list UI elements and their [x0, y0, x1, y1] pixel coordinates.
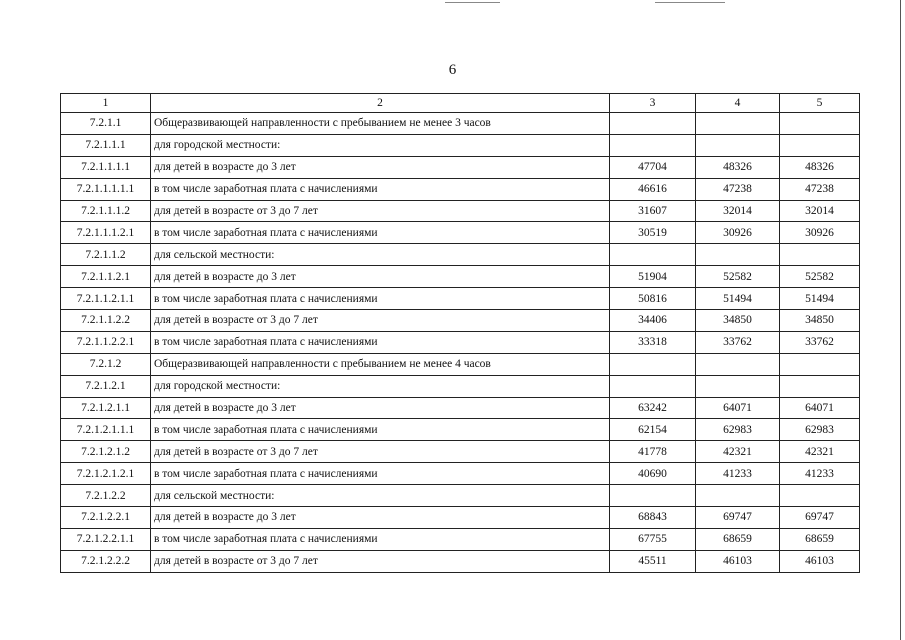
row-value-col3: 40690: [610, 463, 696, 485]
table-row: [61, 134, 860, 156]
row-name-cell: в том числе заработная плата с начислениями: [151, 178, 610, 200]
row-code-cell: 7.2.1.2.1.1: [61, 397, 151, 419]
row-value-col3: [610, 134, 696, 156]
row-value-col5: 32014: [780, 200, 860, 222]
row-value-col4: 42321: [696, 441, 780, 463]
row-value-col3: 34406: [610, 310, 696, 332]
row-name-cell: для городской местности:: [151, 134, 610, 156]
row-value-col4: 47238: [696, 178, 780, 200]
table-row: [61, 419, 860, 441]
row-name-cell: для детей в возрасте до 3 лет: [151, 266, 610, 288]
table-row: [61, 528, 860, 550]
row-name-cell: для детей в возрасте до 3 лет: [151, 507, 610, 529]
row-code-cell: 7.2.1.1.2: [61, 244, 151, 266]
header-cell: 2: [151, 94, 610, 113]
row-name-cell: для сельской местности:: [151, 244, 610, 266]
row-value-col3: [610, 353, 696, 375]
row-code-cell: 7.2.1.1.1.2: [61, 200, 151, 222]
row-value-col4: 68659: [696, 528, 780, 550]
row-value-col5: 69747: [780, 507, 860, 529]
header-cell: 5: [780, 94, 860, 113]
row-value-col3: 67755: [610, 528, 696, 550]
header-cell: 3: [610, 94, 696, 113]
row-code-cell: 7.2.1.1.1: [61, 134, 151, 156]
table-row: [61, 441, 860, 463]
table-row: [61, 485, 860, 507]
row-code-cell: 7.2.1.2.2.1.1: [61, 528, 151, 550]
row-value-col3: 45511: [610, 550, 696, 572]
row-code-cell: 7.2.1.1.2.1: [61, 266, 151, 288]
row-code-cell: 7.2.1.2.1.1.1: [61, 419, 151, 441]
row-value-col4: 33762: [696, 331, 780, 353]
table-row: [61, 507, 860, 529]
row-value-col5: 30926: [780, 222, 860, 244]
table-row: [61, 310, 860, 332]
row-value-col3: 33318: [610, 331, 696, 353]
row-value-col4: 64071: [696, 397, 780, 419]
row-code-cell: 7.2.1.1.2.1.1: [61, 288, 151, 310]
row-name-cell: для сельской местности:: [151, 485, 610, 507]
row-value-col5: 48326: [780, 156, 860, 178]
row-value-col5: 34850: [780, 310, 860, 332]
row-value-col5: 62983: [780, 419, 860, 441]
row-value-col5: [780, 353, 860, 375]
row-name-cell: для детей в возрасте до 3 лет: [151, 397, 610, 419]
row-name-cell: в том числе заработная плата с начислениями: [151, 288, 610, 310]
row-value-col4: 41233: [696, 463, 780, 485]
row-value-col4: 52582: [696, 266, 780, 288]
table-row: [61, 156, 860, 178]
table-row: [61, 397, 860, 419]
table-row: [61, 178, 860, 200]
table-row: [61, 266, 860, 288]
row-value-col4: [696, 353, 780, 375]
scan-artifact: [445, 2, 500, 3]
row-value-col5: [780, 244, 860, 266]
row-value-col4: 69747: [696, 507, 780, 529]
table-row: [61, 550, 860, 572]
table-row: [61, 288, 860, 310]
row-name-cell: для детей в возрасте до 3 лет: [151, 156, 610, 178]
row-value-col5: 41233: [780, 463, 860, 485]
table-row: [61, 375, 860, 397]
row-name-cell: для городской местности:: [151, 375, 610, 397]
row-value-col4: 48326: [696, 156, 780, 178]
table-row: [61, 353, 860, 375]
row-code-cell: 7.2.1.1.1.1: [61, 156, 151, 178]
row-value-col4: [696, 244, 780, 266]
row-name-cell: для детей в возрасте от 3 до 7 лет: [151, 441, 610, 463]
row-value-col5: 68659: [780, 528, 860, 550]
row-code-cell: 7.2.1.1.1.1.1: [61, 178, 151, 200]
row-name-cell: для детей в возрасте от 3 до 7 лет: [151, 310, 610, 332]
row-name-cell: в том числе заработная плата с начислениями: [151, 419, 610, 441]
row-value-col5: 42321: [780, 441, 860, 463]
row-value-col5: [780, 113, 860, 135]
page-edge-line: [900, 0, 901, 640]
row-value-col4: 32014: [696, 200, 780, 222]
row-code-cell: 7.2.1.1.2.2.1: [61, 331, 151, 353]
row-name-cell: в том числе заработная плата с начислениями: [151, 463, 610, 485]
row-value-col5: 51494: [780, 288, 860, 310]
row-value-col5: 47238: [780, 178, 860, 200]
row-value-col3: 62154: [610, 419, 696, 441]
row-value-col3: 68843: [610, 507, 696, 529]
row-value-col5: 46103: [780, 550, 860, 572]
row-value-col3: [610, 113, 696, 135]
row-code-cell: 7.2.1.1.2.2: [61, 310, 151, 332]
row-value-col3: 46616: [610, 178, 696, 200]
table-row: [61, 463, 860, 485]
table-row: [61, 113, 860, 135]
row-name-cell: в том числе заработная плата с начислениями: [151, 331, 610, 353]
row-value-col4: [696, 485, 780, 507]
table-row: [61, 200, 860, 222]
row-code-cell: 7.2.1.1.1.2.1: [61, 222, 151, 244]
row-code-cell: 7.2.1.2.2.1: [61, 507, 151, 529]
row-name-cell: для детей в возрасте от 3 до 7 лет: [151, 550, 610, 572]
row-value-col5: [780, 485, 860, 507]
table-row: [61, 244, 860, 266]
row-value-col3: [610, 485, 696, 507]
table-row: [61, 331, 860, 353]
row-value-col3: 47704: [610, 156, 696, 178]
row-value-col3: 50816: [610, 288, 696, 310]
row-value-col5: 33762: [780, 331, 860, 353]
row-value-col3: [610, 375, 696, 397]
row-value-col3: 63242: [610, 397, 696, 419]
row-value-col5: 52582: [780, 266, 860, 288]
row-code-cell: 7.2.1.2.2: [61, 485, 151, 507]
table-row: [61, 222, 860, 244]
row-name-cell: Общеразвивающей направленности с пребыванием не менее 4 часов: [151, 353, 610, 375]
row-name-cell: для детей в возрасте от 3 до 7 лет: [151, 200, 610, 222]
row-value-col4: 30926: [696, 222, 780, 244]
row-value-col4: 46103: [696, 550, 780, 572]
scan-artifact: [655, 2, 725, 3]
row-value-col4: 51494: [696, 288, 780, 310]
row-value-col3: [610, 244, 696, 266]
row-value-col5: [780, 375, 860, 397]
row-value-col4: 34850: [696, 310, 780, 332]
header-cell: 4: [696, 94, 780, 113]
row-name-cell: в том числе заработная плата с начислениями: [151, 222, 610, 244]
row-code-cell: 7.2.1.2.2.2: [61, 550, 151, 572]
row-code-cell: 7.2.1.2: [61, 353, 151, 375]
row-name-cell: в том числе заработная плата с начислениями: [151, 528, 610, 550]
row-value-col4: 62983: [696, 419, 780, 441]
row-value-col3: 30519: [610, 222, 696, 244]
row-value-col3: 41778: [610, 441, 696, 463]
page-number: 6: [448, 62, 457, 78]
row-value-col5: [780, 134, 860, 156]
row-value-col3: 51904: [610, 266, 696, 288]
row-code-cell: 7.2.1.2.1: [61, 375, 151, 397]
data-table: [60, 93, 860, 573]
row-code-cell: 7.2.1.1: [61, 113, 151, 135]
row-value-col3: 31607: [610, 200, 696, 222]
row-value-col4: [696, 375, 780, 397]
row-code-cell: 7.2.1.2.1.2: [61, 441, 151, 463]
row-name-cell: Общеразвивающей направленности с пребыванием не менее 3 часов: [151, 113, 610, 135]
row-value-col4: [696, 113, 780, 135]
row-value-col4: [696, 134, 780, 156]
row-code-cell: 7.2.1.2.1.2.1: [61, 463, 151, 485]
row-value-col5: 64071: [780, 397, 860, 419]
table-header-row: [61, 94, 860, 113]
header-cell: 1: [61, 94, 151, 113]
